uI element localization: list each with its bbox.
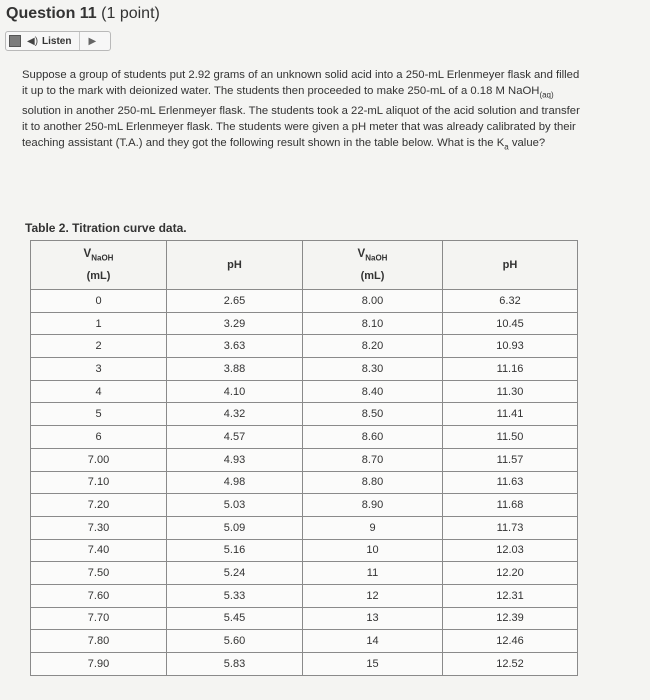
table-cell: 9 bbox=[303, 516, 443, 539]
table-cell: 7.50 bbox=[31, 562, 167, 585]
table-cell: 7.20 bbox=[31, 494, 167, 517]
table-cell: 4.57 bbox=[167, 426, 303, 449]
table-cell: 8.90 bbox=[303, 494, 443, 517]
table-cell: 7.80 bbox=[31, 630, 167, 653]
table-cell: 8.20 bbox=[303, 335, 443, 358]
table-row bbox=[31, 494, 578, 517]
table-caption: Table 2. Titration curve data. bbox=[25, 221, 187, 235]
table-row bbox=[31, 630, 578, 653]
table-cell: 4 bbox=[31, 380, 167, 403]
table-cell: 8.30 bbox=[303, 358, 443, 381]
table-cell: 6 bbox=[31, 426, 167, 449]
table-cell: 7.60 bbox=[31, 584, 167, 607]
listen-divider bbox=[79, 32, 80, 50]
table-cell: 11.30 bbox=[443, 380, 578, 403]
table-cell: 8.80 bbox=[303, 471, 443, 494]
table-row bbox=[31, 516, 578, 539]
speaker-icon: ◀) bbox=[27, 35, 39, 47]
table-cell: 10.45 bbox=[443, 312, 578, 335]
table-cell: 10 bbox=[303, 539, 443, 562]
table-cell: 11 bbox=[303, 562, 443, 585]
table-cell: 11.50 bbox=[443, 426, 578, 449]
table-row bbox=[31, 380, 578, 403]
listen-button-label[interactable]: Listen bbox=[42, 35, 72, 47]
table-cell: 8.70 bbox=[303, 448, 443, 471]
table-cell: 4.93 bbox=[167, 448, 303, 471]
table-cell: 5.45 bbox=[167, 607, 303, 630]
table-cell: 5.83 bbox=[167, 653, 303, 676]
toolbar-icon[interactable] bbox=[9, 35, 21, 47]
problem-text bbox=[22, 67, 582, 156]
table-cell: 8.00 bbox=[303, 290, 443, 313]
table-cell: 3.88 bbox=[167, 358, 303, 381]
table-cell: 5.16 bbox=[167, 539, 303, 562]
table-row bbox=[31, 471, 578, 494]
table-cell: 6.32 bbox=[443, 290, 578, 313]
table-cell: 12 bbox=[303, 584, 443, 607]
table-cell: 7.10 bbox=[31, 471, 167, 494]
table-cell: 12.31 bbox=[443, 584, 578, 607]
table-row bbox=[31, 426, 578, 449]
table-cell: 5.60 bbox=[167, 630, 303, 653]
table-cell: 14 bbox=[303, 630, 443, 653]
table-cell: 7.00 bbox=[31, 448, 167, 471]
table-cell: 7.40 bbox=[31, 539, 167, 562]
problem-text-part-1: Suppose a group of students put 2.92 grams of an unknown solid acid into a 250-mL Erlenmeyer flask and filled it up to the mark with deionized water. The students then proceeded to make 250-mL of a 0.18 M NaOH bbox=[22, 69, 580, 97]
table-cell: 15 bbox=[303, 653, 443, 676]
table-cell: 8.50 bbox=[303, 403, 443, 426]
table-row bbox=[31, 290, 578, 313]
table-row bbox=[31, 358, 578, 381]
table-row bbox=[31, 448, 578, 471]
table-cell: 8.60 bbox=[303, 426, 443, 449]
table-cell: 5.24 bbox=[167, 562, 303, 585]
table-cell: 5.33 bbox=[167, 584, 303, 607]
table-cell: 13 bbox=[303, 607, 443, 630]
table-cell: 4.32 bbox=[167, 403, 303, 426]
question-title bbox=[6, 5, 160, 23]
table-cell: 7.70 bbox=[31, 607, 167, 630]
table-cell: 12.39 bbox=[443, 607, 578, 630]
table-cell: 2 bbox=[31, 335, 167, 358]
problem-text-part-3: value? bbox=[508, 137, 546, 150]
table-header-row bbox=[31, 241, 578, 290]
table-cell: 11.16 bbox=[443, 358, 578, 381]
table-cell: 11.57 bbox=[443, 448, 578, 471]
header-volume-2: $V_{NaOH}$ (mL) bbox=[303, 241, 443, 290]
naoh-subscript: (aq) bbox=[539, 90, 554, 100]
table-cell: 11.68 bbox=[443, 494, 578, 517]
table-row bbox=[31, 403, 578, 426]
table-cell: 7.90 bbox=[31, 653, 167, 676]
table-row bbox=[31, 312, 578, 335]
titration-table bbox=[30, 240, 578, 676]
table-row bbox=[31, 562, 578, 585]
table-cell: 8.10 bbox=[303, 312, 443, 335]
table-cell: 11.41 bbox=[443, 403, 578, 426]
header-volume-1: $V_{NaOH}$ (mL) bbox=[31, 241, 167, 290]
table-cell: 12.20 bbox=[443, 562, 578, 585]
table-cell: 3.29 bbox=[167, 312, 303, 335]
play-icon[interactable]: ▶ bbox=[88, 35, 97, 47]
table-row bbox=[31, 584, 578, 607]
table-cell: 4.98 bbox=[167, 471, 303, 494]
table-row bbox=[31, 539, 578, 562]
table-cell: 11.63 bbox=[443, 471, 578, 494]
table-cell: 1 bbox=[31, 312, 167, 335]
question-points: (1 point) bbox=[101, 5, 160, 22]
listen-widget[interactable] bbox=[5, 31, 111, 51]
problem-text-part-2: solution in another 250-mL Erlenmeyer flask. The students took a 22-mL aliquot of the acid solution and transfer it to another 250-mL Erlenmeyer flask. The students were given a pH meter that was already calibrated by their teaching assistant (T.A.) and they got the following result shown in the table below. What is the K bbox=[22, 105, 580, 150]
table-cell: 3.63 bbox=[167, 335, 303, 358]
table-cell: 7.30 bbox=[31, 516, 167, 539]
table-row bbox=[31, 335, 578, 358]
table-cell: 5.03 bbox=[167, 494, 303, 517]
header-ph-1: pH bbox=[167, 241, 303, 290]
header-ph-2: pH bbox=[443, 241, 578, 290]
table-row bbox=[31, 653, 578, 676]
table-cell: 3 bbox=[31, 358, 167, 381]
table-cell: 8.40 bbox=[303, 380, 443, 403]
table-cell: 5.09 bbox=[167, 516, 303, 539]
table-cell: 11.73 bbox=[443, 516, 578, 539]
table-cell: 12.03 bbox=[443, 539, 578, 562]
question-number: Question 11 bbox=[6, 5, 97, 22]
table-cell: 4.10 bbox=[167, 380, 303, 403]
table-cell: 12.46 bbox=[443, 630, 578, 653]
table-cell: 12.52 bbox=[443, 653, 578, 676]
table-row bbox=[31, 607, 578, 630]
table-cell: 2.65 bbox=[167, 290, 303, 313]
table-cell: 0 bbox=[31, 290, 167, 313]
table-cell: 10.93 bbox=[443, 335, 578, 358]
table-cell: 5 bbox=[31, 403, 167, 426]
ka-subscript: a bbox=[504, 142, 509, 152]
